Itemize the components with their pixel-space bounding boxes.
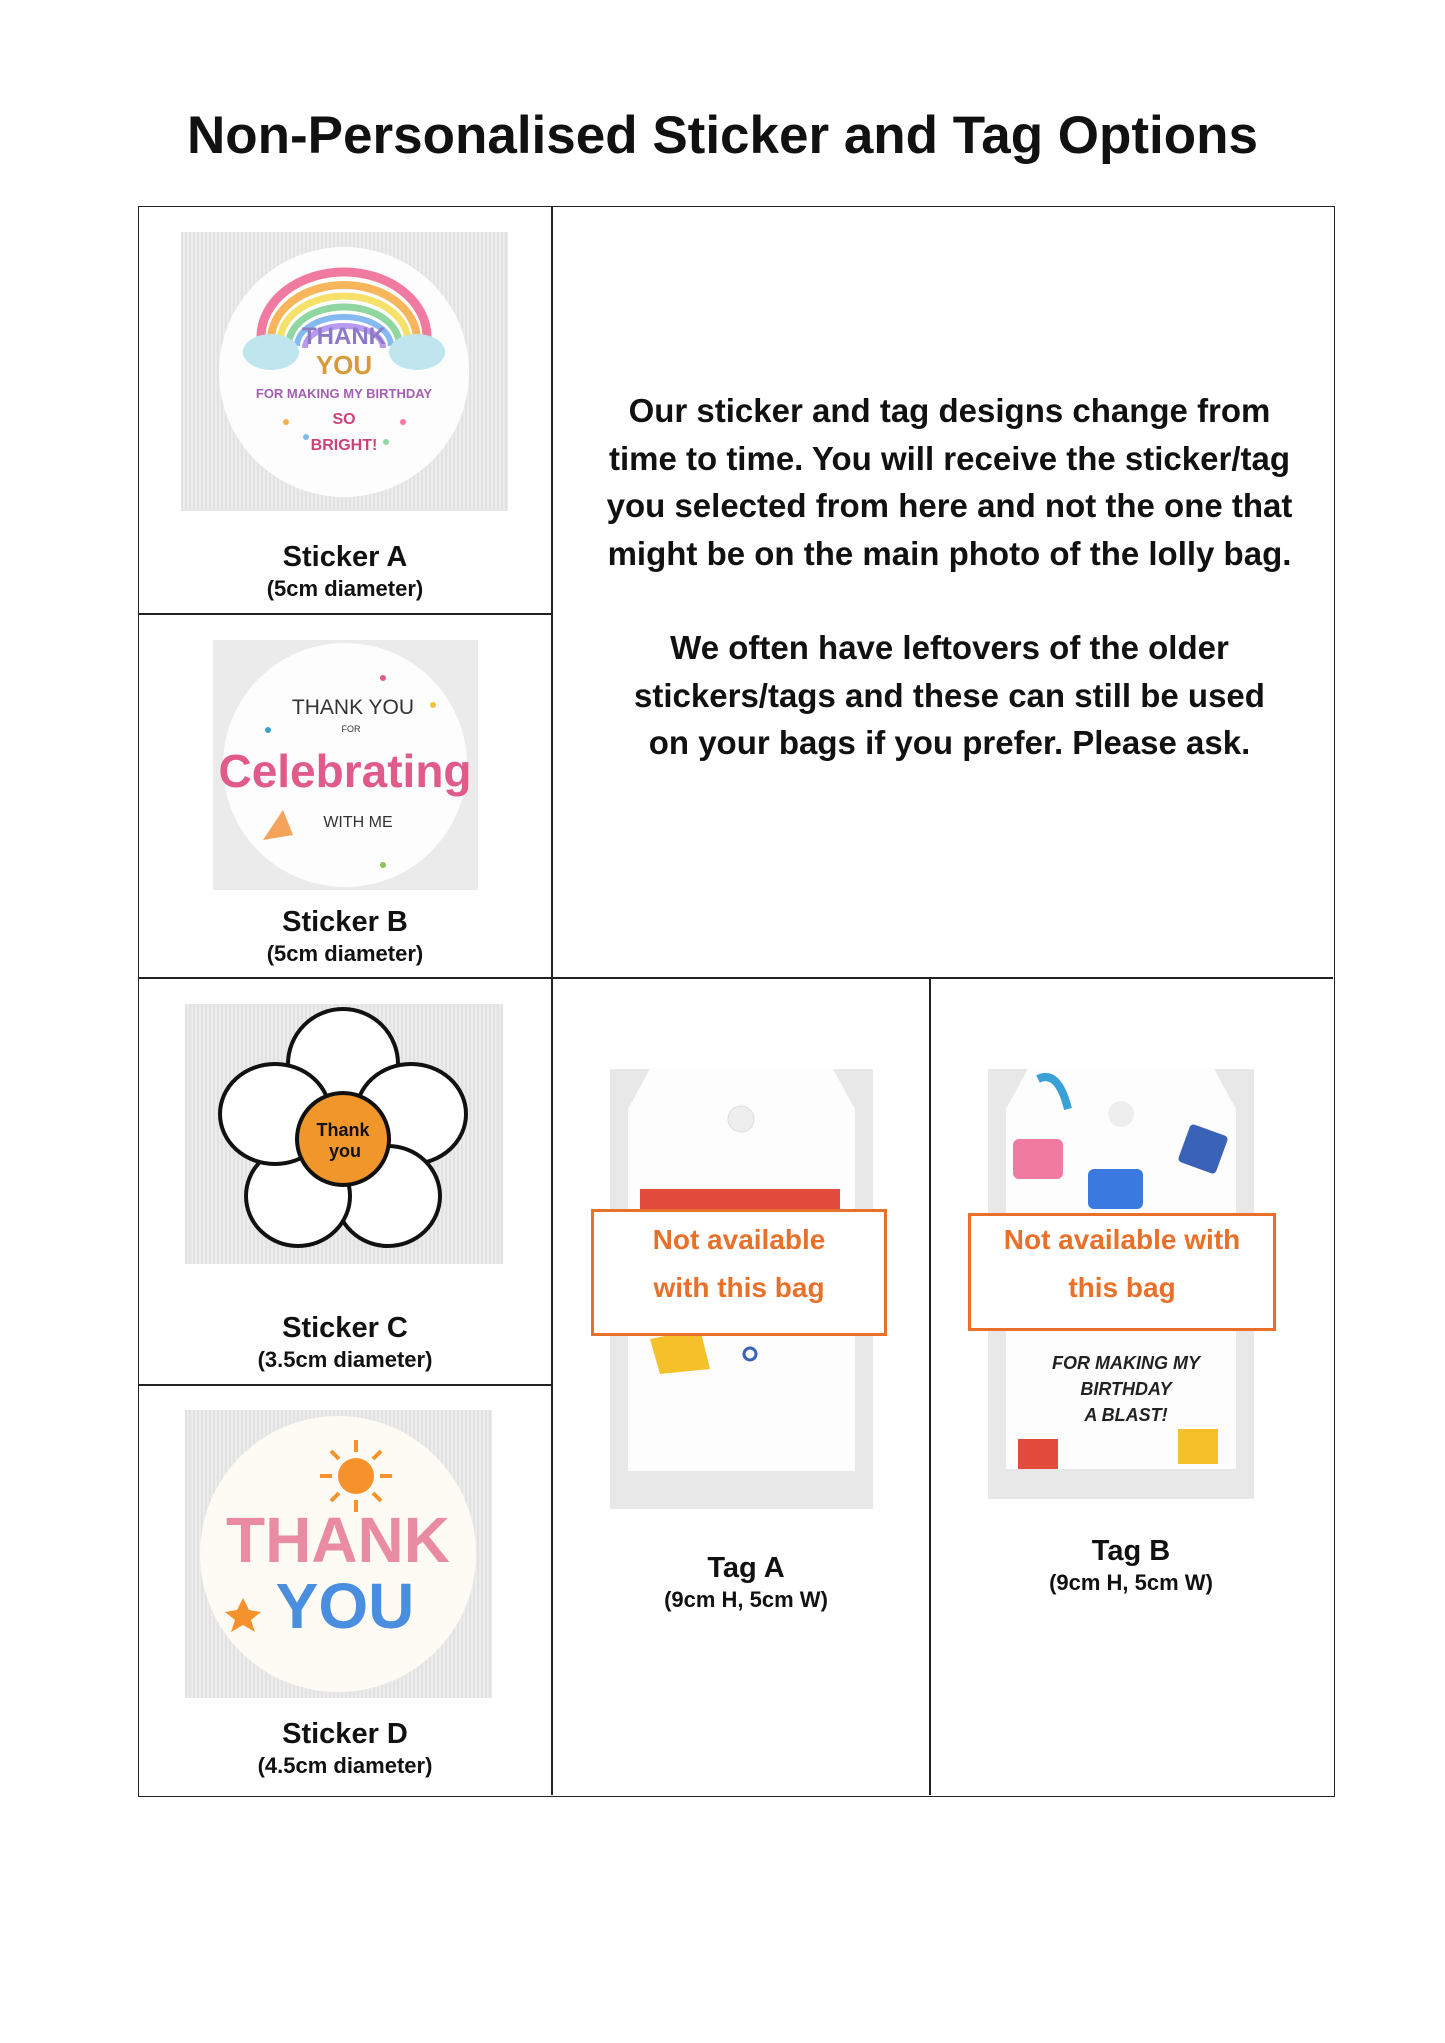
sticker-b-caption (139, 904, 551, 968)
grid-divider (929, 977, 931, 1795)
notice-paragraph-2: We often have leftovers of the older stickers/tags and these can still be used on your bags if you prefer. Please ask. (634, 629, 1265, 761)
tag-b-art-line3: A BLAST! (1084, 1405, 1168, 1425)
sticker-c-art-line2: you (328, 1141, 362, 1161)
notice-text (563, 387, 1336, 767)
sticker-a-art-line5: BRIGHT! (310, 437, 378, 454)
tag-a-caption (563, 1550, 929, 1614)
sticker-d-caption (139, 1716, 551, 1780)
grid-divider (139, 1384, 551, 1386)
options-table (138, 206, 1335, 1797)
grid-divider (551, 207, 553, 1795)
tag-b-size: (9cm H, 5cm W) (1049, 1570, 1213, 1595)
sticker-d-image (185, 1410, 492, 1698)
tag-b-art-line2: BIRTHDAY (1080, 1379, 1172, 1399)
sticker-a-art-line1: THANK (302, 323, 386, 350)
sticker-c-image (185, 1004, 503, 1264)
tag-b-caption (929, 1533, 1333, 1597)
sticker-d-art-line2: YOU (275, 1570, 415, 1642)
tag-b-art-line1: FOR MAKING MY (1052, 1353, 1200, 1373)
tag-a-overlay-line2: with this bag (653, 1272, 825, 1303)
sticker-b-art-line1: THANK YOU (291, 696, 415, 719)
tag-a-unavailable-overlay (591, 1209, 887, 1336)
grid-divider (139, 977, 1333, 979)
sticker-d-name: Sticker D (282, 1718, 408, 1750)
sticker-c-name: Sticker C (282, 1312, 408, 1344)
sticker-a-art-line3: FOR MAKING MY BIRTHDAY (255, 386, 433, 401)
sticker-b-art-line3: Celebrating (218, 745, 472, 797)
sticker-a-caption (139, 539, 551, 603)
sticker-b-art-line2: FOR (341, 724, 361, 734)
tag-a-overlay-line1: Not available (652, 1224, 826, 1255)
tag-b-unavailable-overlay (968, 1213, 1276, 1331)
sticker-a-art-line4: SO (332, 411, 356, 428)
sticker-a-size: (5cm diameter) (266, 576, 424, 601)
sticker-b-size: (5cm diameter) (266, 941, 424, 966)
sticker-a-image (181, 232, 508, 511)
sticker-a-art-line2: YOU (315, 350, 373, 380)
tag-a-name: Tag A (707, 1552, 785, 1584)
sticker-b-art-line4: WITH ME (323, 814, 393, 831)
sticker-c-size: (3.5cm diameter) (257, 1347, 433, 1372)
tag-b-overlay-line2: this bag (1068, 1272, 1176, 1303)
sticker-b-name: Sticker B (282, 906, 408, 938)
sticker-a-name: Sticker A (282, 541, 408, 573)
grid-divider (139, 613, 551, 615)
sticker-d-size: (4.5cm diameter) (257, 1753, 433, 1778)
tag-a-size: (9cm H, 5cm W) (664, 1587, 828, 1612)
sticker-c-caption (139, 1310, 551, 1374)
sticker-c-art-line1: Thank (316, 1120, 370, 1140)
sticker-b-image (213, 640, 478, 890)
tag-b-name: Tag B (1091, 1535, 1171, 1567)
page-title: Non-Personalised Sticker and Tag Options (187, 106, 1258, 165)
sticker-d-art-line1: THANK (226, 1504, 450, 1576)
notice-paragraph-1: Our sticker and tag designs change from time to time. You will receive the sticker/tag you selected from here and not the one that might be on the main photo of the lolly bag. (606, 392, 1293, 572)
tag-b-overlay-line1: Not available with (1003, 1224, 1241, 1255)
